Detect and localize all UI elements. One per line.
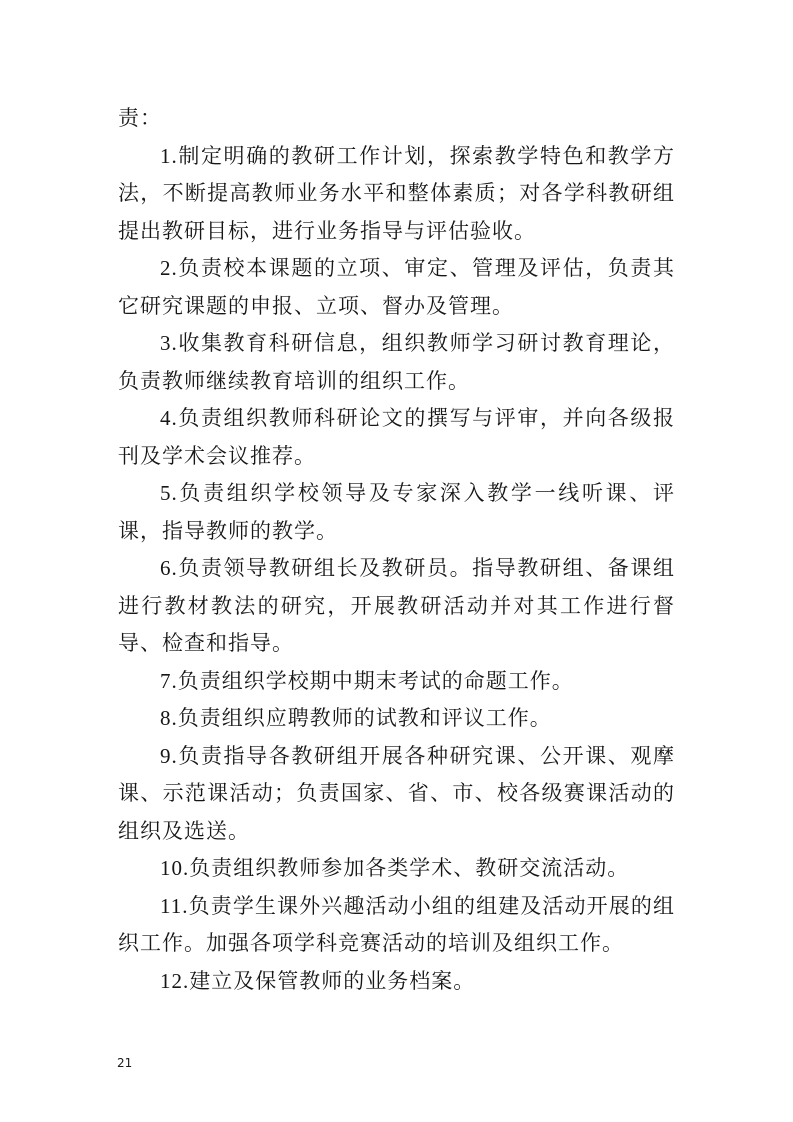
paragraph: 1.制定明确的教研工作计划，探索教学特色和教学方法，不断提高教师业务水平和整体素质；对各学科教研组提出教研目标，进行业务指导与评估验收。 [118,143,675,243]
paragraph: 3.收集教育科研信息，组织教师学习研讨教育理论，负责教师继续教育培训的组织工作。 [118,331,675,393]
page-number: 21 [117,1056,133,1070]
paragraph: 12.建立及保管教师的业务档案。 [160,968,476,993]
paragraph-list [118,138,675,1001]
paragraph: 6.负责领导教研组长及教研员。指导教研组、备课组进行教材教法的研究，开展教研活动并对其工作进行督导、检查和指导。 [118,556,675,655]
paragraph: 11.负责学生课外兴趣活动小组的组建及活动开展的组织工作。加强各项学科竞赛活动的培训及组织工作。 [118,893,675,955]
paragraph: 10.负责组织教师参加各类学术、教研交流活动。 [160,856,630,880]
paragraph: 8.负责组织应聘教师的试教和评议工作。 [160,706,552,730]
document-body [118,100,675,1000]
paragraph: 4.负责组织教师科研论文的撰写与评审，并向各级报刊及学术会议推荐。 [118,406,675,468]
paragraph: 2.负责校本课题的立项、审定、管理及评估，负责其它研究课题的申报、立项、督办及管理。 [118,256,675,318]
paragraph: 7.负责组织学校期中期末考试的命题工作。 [160,668,574,693]
continuation-line: 责： [118,106,162,130]
paragraph: 5.负责组织学校领导及专家深入教学一线听课、评课，指导教师的教学。 [118,481,675,543]
paragraph: 9.负责指导各教研组开展各种研究课、公开课、观摩课、示范课活动；负责国家、省、市、校各级赛课活动的组织及选送。 [118,743,675,843]
